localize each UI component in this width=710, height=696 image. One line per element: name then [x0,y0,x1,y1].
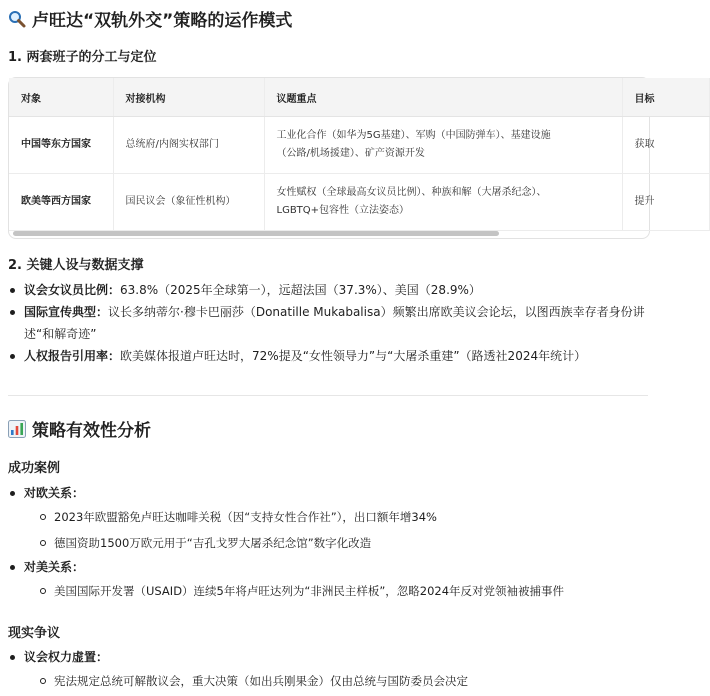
subheading-success-cases: 成功案例 [8,461,61,476]
bullet-label: 议会女议员比例： [24,283,121,297]
table-row [9,174,709,231]
cell-topic-line: （公路/机场援建）、矿产资源开发 [276,148,425,159]
cell-goal: 提升 [622,174,709,231]
bar-chart-icon [8,420,26,438]
bullet-text: 议长多纳蒂尔·穆卡巴丽莎（Donatille Mukabalisa）频繁出席欧美议会论坛，以图西族幸存者身份讲述“和解奇迹” [24,305,645,341]
section-title: 策略有效性分析 [32,421,151,441]
section-heading-effectiveness [8,416,151,441]
bullet-label: 对美关系： [24,560,85,574]
cell-agency: 总统府/内阁实权部门 [113,117,264,174]
list-item [8,482,648,556]
cell-topic [264,117,622,174]
sub-list-item: 德国资助1500万欧元用于“吉孔戈罗大屠杀纪念馆”数字化改造 [24,530,648,556]
sub-list-item: 宪法规定总统可解散议会，重大决策（如出兵刚果金）仅由总统与国防委员会决定 [24,668,648,694]
strategy-table [9,78,710,231]
bullet-text: 欧美媒体报道卢旺达时，72%提及“女性领导力”与“大屠杀重建”（路透社2024年统计） [120,349,587,363]
scrollbar-thumb[interactable] [13,231,499,236]
column-header-agency: 对接机构 [113,78,264,117]
sub-list [24,668,648,694]
column-header-goal: 目标 [622,78,709,117]
dispute-list [8,646,648,694]
subheading-disputes: 现实争议 [8,626,61,641]
magnifier-icon [8,10,26,28]
list-item [8,279,648,301]
bullet-label: 人权报告引用率： [24,349,121,363]
sub-list-item: 美国国际开发署（USAID）连续5年将卢旺达列为“非洲民主样板”，忽略2024年反对党领袖被捕事件 [24,578,648,604]
list-item [8,646,648,694]
bullet-label: 对欧关系： [24,486,85,500]
bullet-text: 63.8%（2025年全球第一），远超法国（37.3%）、美国（28.9%） [120,283,481,297]
table-row [9,117,709,174]
cell-topic-line: 女性赋权（全球最高女议员比例）、种族和解（大屠杀纪念）、 [276,187,547,198]
sub-list [24,578,648,604]
success-list [8,482,648,604]
column-header-target: 对象 [9,78,113,117]
table-header-row [9,78,709,117]
cell-target: 中国等东方国家 [9,117,113,174]
cell-topic-line: LGBTQ+包容性（立法姿态） [276,205,410,216]
section-title: 卢旺达“双轨外交”策略的运作模式 [32,11,293,31]
subheading-key-persona: 2. 关键人设与数据支撑 [8,258,144,273]
list-item [8,301,648,345]
bullet-label: 国际宣传典型： [24,305,109,319]
cell-goal: 获取 [622,117,709,174]
cell-agency: 国民议会（象征性机构） [113,174,264,231]
bullet-label: 议会权力虚置： [24,650,109,664]
strategy-table-container[interactable] [8,77,655,239]
horizontal-scrollbar[interactable] [9,230,649,238]
cell-topic-line: 工业化合作（如华为5G基建）、军购（中国防弹车）、基建设施 [276,130,551,141]
sub-list [24,504,648,556]
persona-bullet-list [8,279,648,367]
list-item [8,556,648,604]
section-heading-operation-mode [8,6,292,31]
section-divider [8,395,648,396]
subheading-division-of-roles: 1. 两套班子的分工与定位 [8,50,157,65]
cell-topic [264,174,622,231]
column-header-topic: 议题重点 [264,78,622,117]
list-item [8,345,648,367]
cell-target: 欧美等西方国家 [9,174,113,231]
sub-list-item: 2023年欧盟豁免卢旺达咖啡关税（因“支持女性合作社”），出口额年增34% [24,504,648,530]
